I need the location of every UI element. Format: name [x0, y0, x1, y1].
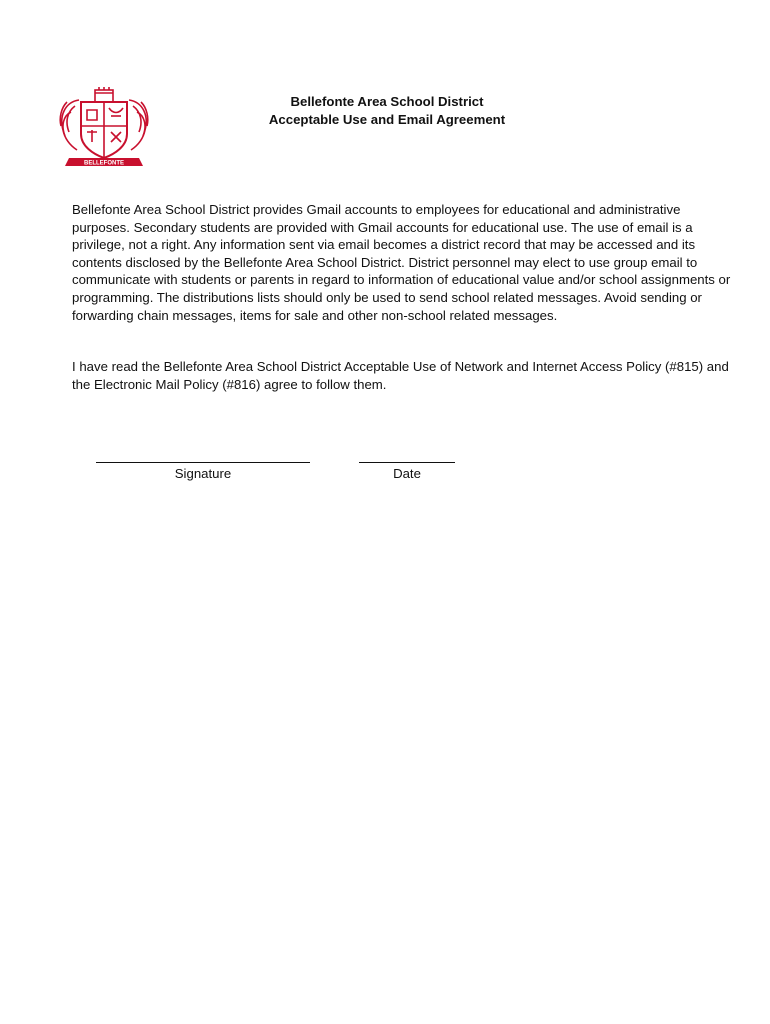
signature-field[interactable]: [96, 451, 310, 482]
date-field[interactable]: [359, 451, 455, 482]
date-line[interactable]: [359, 451, 455, 463]
policy-paragraph: Bellefonte Area School District provides Gmail accounts to employees for educational and administrative purposes. Secondary students are provided with Gmail accounts for educational use. The use of email is a privilege, not a right. Any information sent via email becomes a district record that may be accessed and its contents disclosed by the Bellefonte Area School District. District personnel may elect to use group email to communicate with students or parents in regard to information of educational value and/or school assignments or programming. The distributions lists should only be used to send school related messages. Avoid sending or forwarding chain messages, items for sale and other non-school related messages.: [72, 202, 731, 323]
crest-banner-text: BELLEFONTE: [84, 160, 124, 167]
document-header: [0, 93, 770, 129]
document-title: Acceptable Use and Email Agreement: [268, 112, 506, 127]
signature-line[interactable]: [96, 451, 310, 463]
acknowledgement-paragraph: I have read the Bellefonte Area School District Acceptable Use of Network and Internet Access Policy (#815) and the Electronic Mail Policy (#816) agree to follow them.: [72, 359, 729, 392]
date-label: Date: [393, 466, 421, 481]
signature-label: Signature: [174, 466, 232, 481]
district-name: Bellefonte Area School District: [290, 94, 484, 109]
